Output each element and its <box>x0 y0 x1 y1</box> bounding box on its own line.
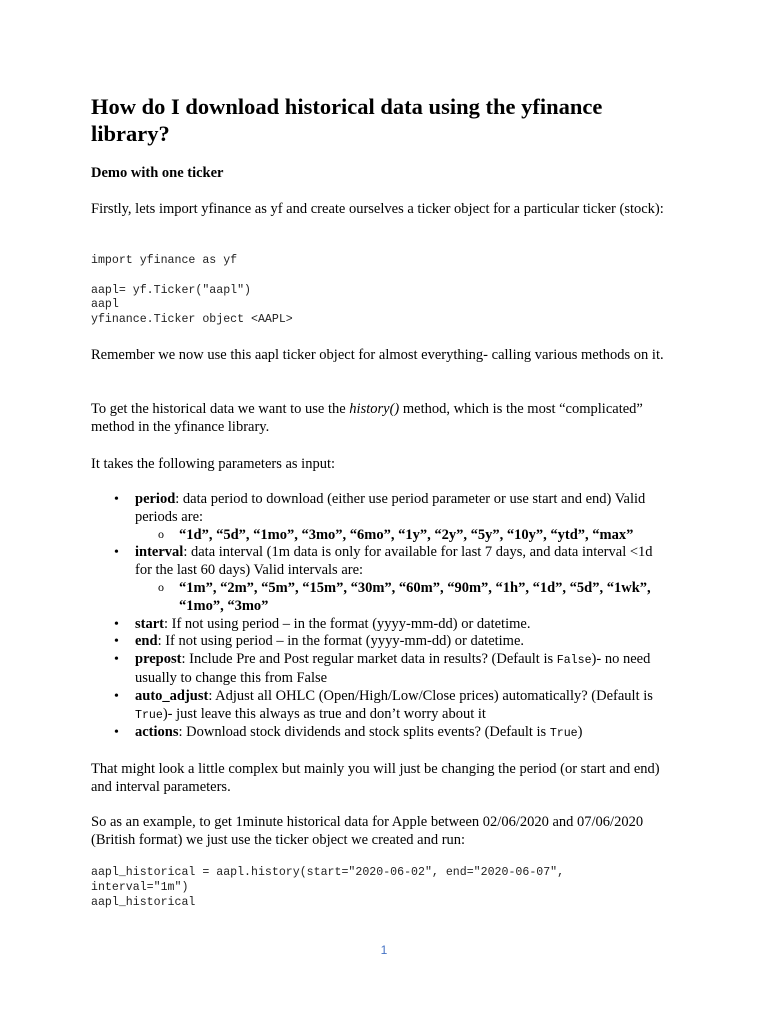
history-text-post: method, which is the most “complicated” method in the yfinance library. <box>91 401 643 435</box>
param-name: period <box>135 491 176 507</box>
param-name: actions <box>135 724 179 741</box>
param-desc: : If not using period – in the format (yyyy-mm-dd) or datetime. <box>164 615 531 632</box>
param-actions <box>91 724 671 743</box>
param-start <box>91 616 671 634</box>
param-values: o “1d”, “5d”, “1mo”, “3mo”, “6mo”, “1y”, “2y”, “5y”, “10y”, “ytd”, “max” <box>135 527 671 545</box>
param-name: end <box>135 633 158 650</box>
param-name: prepost <box>135 651 182 668</box>
code-block-import: import yfinance as yf aapl= yf.Ticker("aapl") aapl yfinance.Ticker object <AAPL> <box>91 254 293 327</box>
param-name: interval <box>135 544 184 561</box>
complex-paragraph: That might look a little complex but mainly you will just be changing the period (or start and end) and interval parameters. <box>91 761 660 795</box>
param-name: start <box>135 615 164 632</box>
param-values-list <box>135 580 671 616</box>
takes-paragraph: It takes the following parameters as input: <box>91 456 336 472</box>
history-method: history() <box>349 401 400 417</box>
param-values: o “1m”, “2m”, “5m”, “15m”, “30m”, “60m”, “90m”, “1h”, “1d”, “5d”, “1wk”, “1mo”, “3mo” <box>135 580 671 616</box>
param-desc: : Download stock dividends and stock splits events? (Default is <box>178 724 550 741</box>
code-block-history: aapl_historical = aapl.history(start="2020-06-02", end="2020-06-07", interval="1m") aapl_historical <box>91 866 565 909</box>
param-prepost <box>91 651 671 688</box>
param-values-list <box>135 527 671 545</box>
example-paragraph: So as an example, to get 1minute historical data for Apple between 02/06/2020 and 07/06/2020 (British format) we just use the ticker object we created and run: <box>91 814 644 848</box>
param-auto-adjust <box>91 688 671 725</box>
param-period <box>91 491 671 544</box>
history-paragraph <box>91 400 676 436</box>
remember-paragraph: Remember we now use this aapl ticker object for almost everything- calling various methods on it. <box>91 347 664 363</box>
param-desc: : data period to download (either use period parameter or use start and end) Valid periods are: <box>135 491 646 525</box>
page-number: 1 <box>380 943 388 957</box>
param-interval <box>91 544 671 615</box>
param-desc: : data interval (1m data is only for available for last 7 days, and data interval <1d for the last 60 days) Valid intervals are: <box>135 544 653 579</box>
param-default-code: True <box>135 708 163 722</box>
param-desc: )- just leave this always as true and don’t worry about it <box>162 705 486 722</box>
intro-paragraph: Firstly, lets import yfinance as yf and create ourselves a ticker object for a particular ticker (stock): <box>91 201 664 217</box>
param-desc: : Adjust all OHLC (Open/High/Low/Close prices) automatically? (Default is <box>208 687 653 704</box>
param-desc: ) <box>577 724 583 741</box>
page-title: How do I download historical data using the yfinance library? <box>91 94 603 146</box>
param-end <box>91 633 671 651</box>
param-name: auto_adjust <box>135 687 209 704</box>
parameter-list <box>91 491 671 743</box>
param-desc: )- no need usually to change this from False <box>135 651 651 686</box>
history-text-pre: To get the historical data we want to use the <box>91 401 350 417</box>
param-desc: : Include Pre and Post regular market data in results? (Default is <box>181 651 557 668</box>
param-default-code: False <box>556 654 592 668</box>
param-desc: : If not using period – in the format (yyyy-mm-dd) or datetime. <box>157 633 525 650</box>
section-heading: Demo with one ticker <box>91 165 224 181</box>
param-default-code: True <box>549 727 578 741</box>
